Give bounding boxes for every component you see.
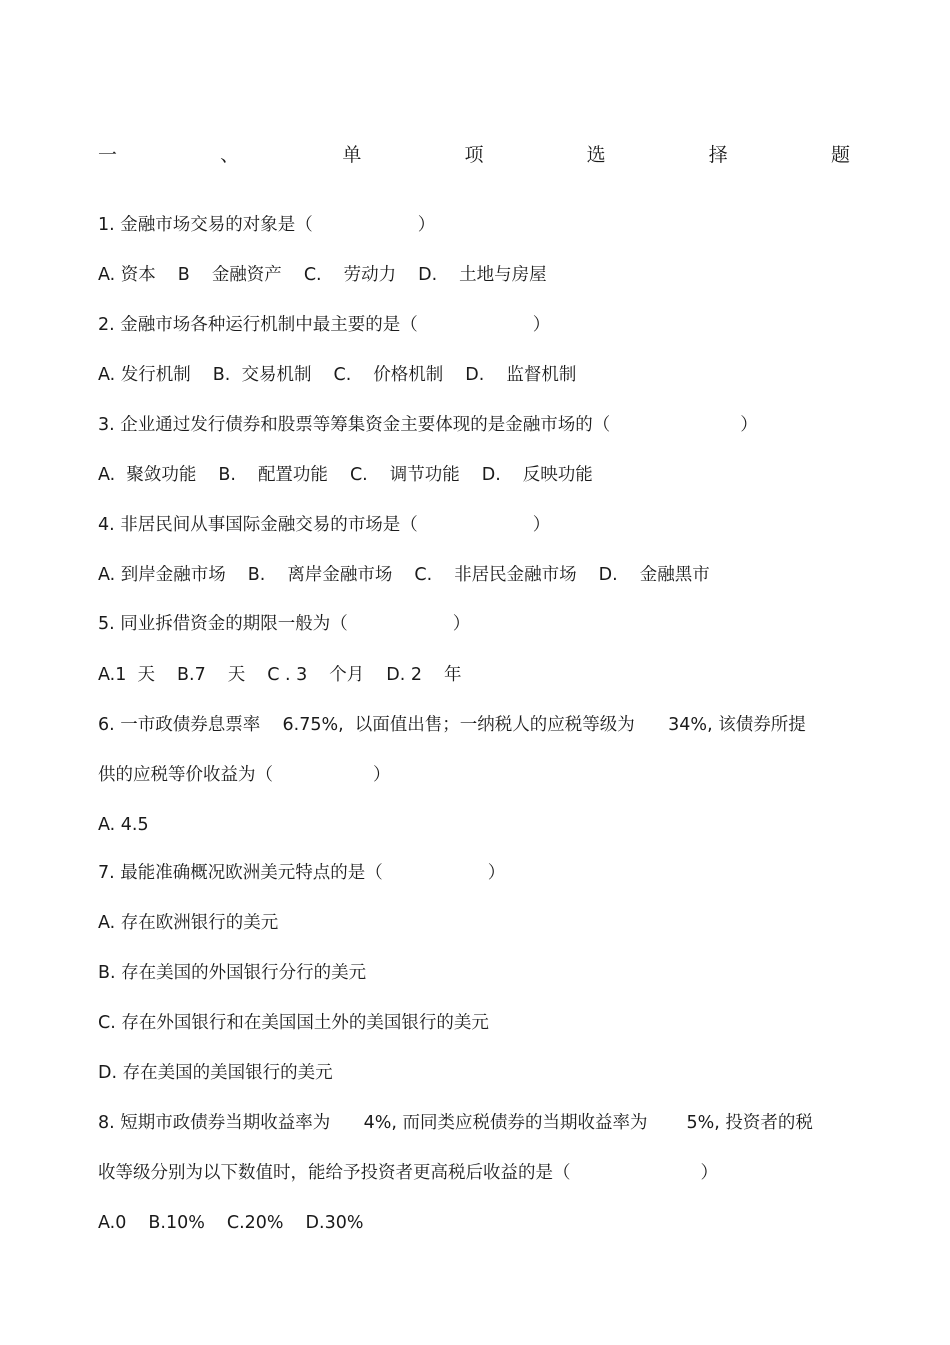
option-text: 反映功能 [522,465,593,485]
option-text: D. [481,465,501,485]
text-line: B. 存在美国的外国银行分行的美元 [98,963,367,983]
answer-options [98,262,547,288]
option-text: D. [598,565,618,585]
closing-paren: ） [452,614,471,634]
option-text: 监督机制 [506,365,577,385]
question-text: 7. 最能准确概况欧洲美元特点的是（ [98,863,383,883]
option-text: 金融黑市 [639,565,710,585]
heading-char: 择 [708,144,728,166]
question-line [98,1160,718,1186]
closing-paren: ） [487,863,506,883]
heading-char: 单 [342,144,362,166]
option-text: B.10% [148,1213,205,1233]
closing-paren: ） [373,765,391,785]
answer-options [98,1210,363,1236]
heading-char: 题 [830,144,850,166]
question-text: 收等级分别为以下数值时，能给予投资者更高税后收益的是（ [98,1163,571,1183]
option-text: D. [465,365,485,385]
closing-paren: ） [700,1163,718,1183]
heading-char: 项 [464,144,484,166]
question-line [98,611,470,637]
option-text: A. 聚敛功能 [98,465,197,485]
option-text: B. [247,565,266,585]
option-text: C.20% [226,1213,284,1233]
option-text: C. [333,365,352,385]
option-text: 调节功能 [389,465,460,485]
heading-char: 、 [220,144,240,166]
question-line [98,860,505,886]
question-text: 供的应税等价收益为（ [98,765,273,785]
answer-options [98,462,593,488]
question-text: 2. 金融市场各种运行机制中最主要的是（ [98,315,418,335]
text-line: A. 4.5 [98,815,149,835]
option-text: 个月 [329,665,365,685]
closing-paren: ） [417,215,436,235]
option-text: A.1 天 [98,665,155,685]
option-text: B [177,265,190,285]
section-heading [98,140,850,167]
option-text: D. 2 [386,665,422,685]
heading-char: 一 [98,144,118,166]
option-text: C. [414,565,433,585]
answer-options [98,362,576,388]
question-line [98,512,550,538]
answer-options [98,662,462,688]
question-text: 5. 同业拆借资金的期限一般为（ [98,614,348,634]
question-text: 3. 企业通过发行债券和股票等筹集资金主要体现的是金融市场的（ [98,415,611,435]
closing-paren: ） [532,515,551,535]
option-text: 价格机制 [373,365,444,385]
option-text: 金融资产 [211,265,282,285]
option-text: C . 3 [267,665,308,685]
option-text: 土地与房屋 [459,265,547,285]
answer-options [98,562,710,588]
option-text: 天 [227,665,246,685]
question-line [98,412,758,438]
text-line: A. 存在欧洲银行的美元 [98,913,279,933]
question-line [98,312,550,338]
text-line: 6. 一市政债券息票率 6.75%, 以面值出售；一纳税人的应税等级为 34%, 该债券所提 [98,715,806,735]
question-line [98,762,391,788]
option-text: D. [418,265,438,285]
text-line: 8. 短期市政债券当期收益率为 4%, 而同类应税债券的当期收益率为 5%, 投资者的税 [98,1113,813,1133]
option-text: C. [303,265,322,285]
option-text: 劳动力 [343,265,397,285]
option-text: A. 资本 [98,265,156,285]
option-text: B.7 [177,665,206,685]
option-text: C. [349,465,368,485]
option-text: 非居民金融市场 [454,565,577,585]
option-text: B. 交易机制 [212,365,312,385]
option-text: 配置功能 [257,465,328,485]
question-line [98,212,435,238]
text-line: C. 存在外国银行和在美国国土外的美国银行的美元 [98,1013,489,1033]
option-text: 离岸金融市场 [287,565,393,585]
closing-paren: ） [740,415,758,435]
question-text: 1. 金融市场交易的对象是（ [98,215,313,235]
option-text: A. 到岸金融市场 [98,565,226,585]
option-text: 年 [444,665,462,685]
heading-char: 选 [586,144,606,166]
text-line: D. 存在美国的美国银行的美元 [98,1063,333,1083]
option-text: B. [218,465,236,485]
option-text: A. 发行机制 [98,365,191,385]
question-text: 4. 非居民间从事国际金融交易的市场是（ [98,515,418,535]
option-text: D.30% [305,1213,364,1233]
closing-paren: ） [532,315,551,335]
option-text: A.0 [98,1213,127,1233]
